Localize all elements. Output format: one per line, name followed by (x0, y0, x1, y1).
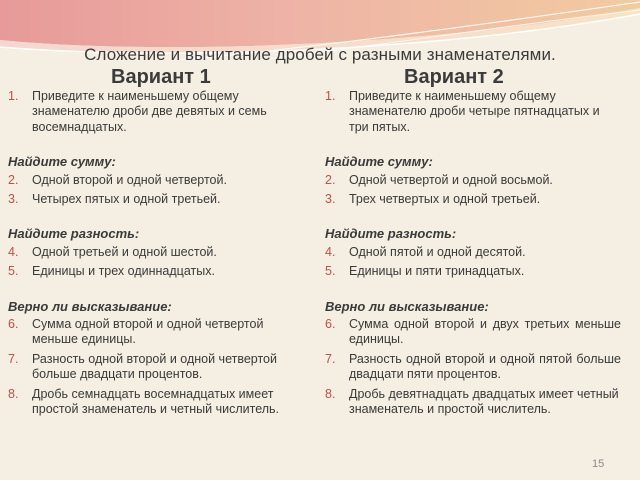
item-number: 4. (325, 244, 336, 259)
list-item (8, 352, 294, 383)
item-text: Приведите к наименьшему общему знаменателю дроби четыре пятнадцатых и три пятых. (349, 89, 600, 134)
list-item (8, 317, 294, 348)
section-difference-heading: Найдите разность: (8, 226, 140, 242)
section-statements-heading: Верно ли высказывание: (8, 298, 172, 314)
slide-title: Сложение и вычитание дробей с разными знаменателями. (84, 45, 556, 64)
page-number: 15 (592, 458, 605, 470)
item-text: Сумма одной второй и двух третьих меньше единицы. (349, 317, 621, 347)
item-number: 1. (8, 89, 19, 103)
variant1-column (8, 89, 294, 418)
variant2-heading: Вариант 2 (404, 66, 504, 88)
item-text: Трех четвертых и одной третьей. (349, 192, 541, 207)
section-statements-heading: Верно ли высказывание: (325, 298, 489, 314)
item-number: 5. (8, 264, 19, 279)
item-number: 6. (325, 317, 336, 332)
list-item (325, 352, 621, 383)
list-item (8, 387, 294, 418)
item-number: 8. (8, 386, 19, 401)
item-text: Разность одной второй и одной четвертой больше двадцати процентов. (32, 351, 277, 382)
list-item (325, 245, 621, 260)
item-number: 4. (8, 244, 19, 259)
variant2-column (325, 89, 621, 418)
list-item (325, 192, 621, 207)
item-number: 1. (325, 89, 336, 103)
item-text: Дробь семнадцать восемнадцатых имеет простой знаменатель и четный числитель. (32, 386, 280, 417)
item-text: Одной третьей и одной шестой. (32, 244, 217, 259)
list-item (325, 89, 621, 135)
item-text: Одной четвертой и одной восьмой. (349, 172, 553, 187)
list-item (325, 264, 621, 279)
item-number: 5. (325, 264, 336, 279)
item-text: Дробь девятнадцать двадцатых имеет четный знаменатель и простой числитель. (349, 386, 619, 417)
item-number: 3. (325, 192, 336, 207)
item-text: Единицы и трех одиннадцатых. (32, 264, 215, 279)
list-item (325, 173, 621, 188)
list-item (325, 317, 621, 348)
section-sum-heading: Найдите сумму: (8, 154, 116, 170)
item-text: Единицы и пяти тринадцатых. (349, 264, 525, 279)
item-text: Четырех пятых и одной третьей. (32, 192, 221, 207)
list-item (8, 173, 294, 188)
list-item (8, 89, 294, 135)
list-item (8, 192, 294, 207)
item-number: 2. (8, 172, 19, 187)
section-difference-heading: Найдите разность: (325, 226, 457, 242)
section-sum-heading: Найдите сумму: (325, 154, 433, 170)
item-text: Одной второй и одной четвертой. (32, 172, 227, 187)
item-number: 3. (8, 192, 19, 207)
item-number: 6. (8, 317, 19, 332)
list-item (8, 245, 294, 260)
item-number: 2. (325, 172, 336, 187)
item-text: Приведите к наименьшему общему знаменателю дроби две девятых и семь восемнадцатых. (32, 89, 267, 134)
list-item (8, 264, 294, 279)
list-item (325, 387, 621, 418)
item-number: 8. (325, 386, 336, 401)
item-number: 7. (8, 351, 19, 366)
item-text: Одной пятой и одной десятой. (349, 244, 526, 259)
item-number: 7. (325, 351, 336, 366)
item-text: Сумма одной второй и одной четвертой меньше единицы. (32, 317, 264, 347)
item-text: Разность одной второй и одной пятой больше двадцати пяти процентов. (349, 351, 621, 382)
variant1-heading: Вариант 1 (111, 66, 211, 88)
